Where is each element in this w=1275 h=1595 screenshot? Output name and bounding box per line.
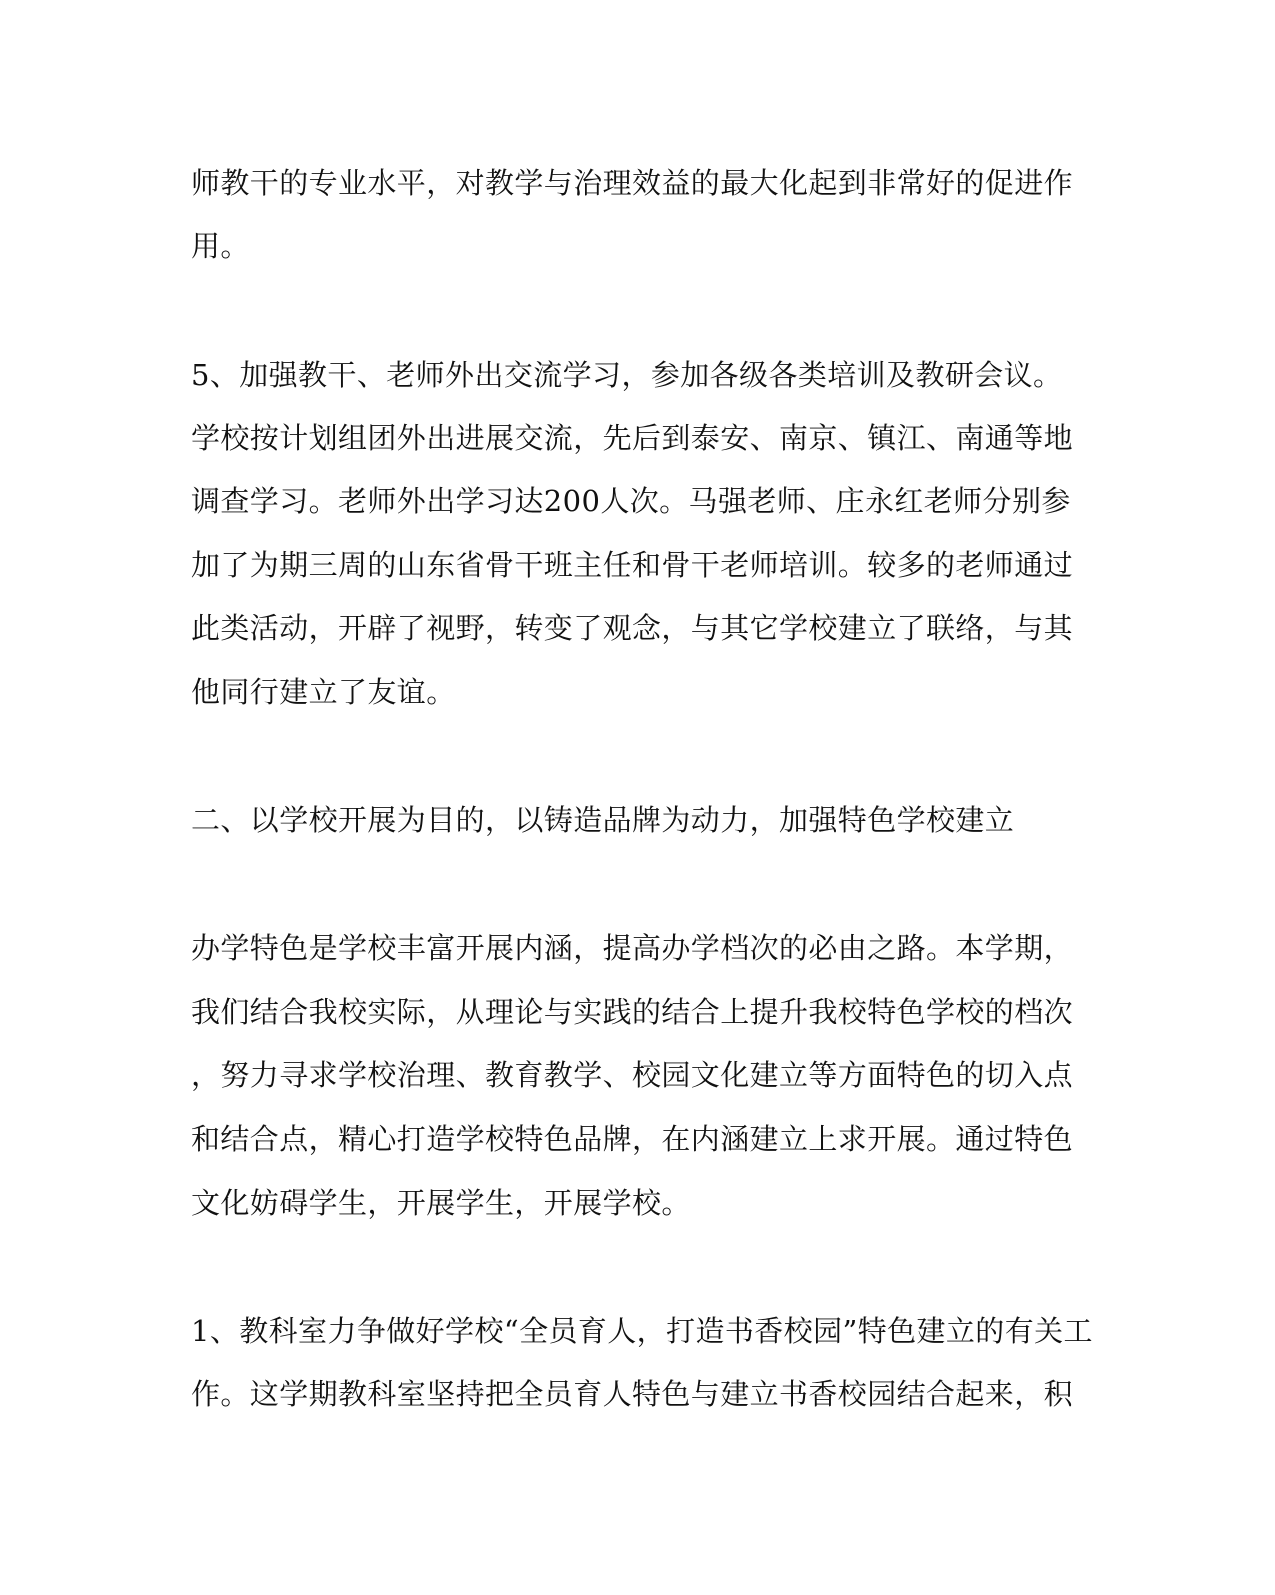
text-line: 用。	[191, 229, 250, 263]
text-line: 师教干的专业水平，对教学与治理效益的最大化起到非常好的促进作	[191, 166, 1074, 200]
text-line: 他同行建立了友谊。	[191, 675, 456, 709]
text-line: 加了为期三周的山东省骨干班主任和骨干老师培训。较多的老师通过	[191, 548, 1074, 582]
heading-line: 二、以学校开展为目的，以铸造品牌为动力，加强特色学校建立	[191, 803, 1015, 837]
text-line: 办学特色是学校丰富开展内涵，提高办学档次的必由之路。本学期，	[191, 931, 1074, 965]
text-line: 我们结合我校实际，从理论与实践的结合上提升我校特色学校的档次	[191, 995, 1074, 1029]
text-line: 作。这学期教科室坚持把全员育人特色与建立书香校园结合起来，积	[191, 1377, 1074, 1411]
text-line: 和结合点，精心打造学校特色品牌，在内涵建立上求开展。通过特色	[191, 1122, 1074, 1156]
text-line: 5、加强教干、老师外出交流学习，参加各级各类培训及教研会议。	[191, 358, 1063, 392]
text-line: 学校按计划组团外出进展交流，先后到泰安、南京、镇江、南通等地	[191, 421, 1074, 455]
text-line: ，努力寻求学校治理、教育教学、校园文化建立等方面特色的切入点	[191, 1058, 1074, 1092]
text-line: 此类活动，开辟了视野，转变了观念，与其它学校建立了联络，与其	[191, 611, 1074, 645]
text-line: 文化妨碍学生，开展学生，开展学校。	[191, 1186, 691, 1220]
text-line: 调查学习。老师外出学习达200人次。马强老师、庄永红老师分别参	[191, 484, 1071, 518]
text-line: 1、教科室力争做好学校“全员育人，打造书香校园”特色建立的有关工	[191, 1314, 1093, 1348]
